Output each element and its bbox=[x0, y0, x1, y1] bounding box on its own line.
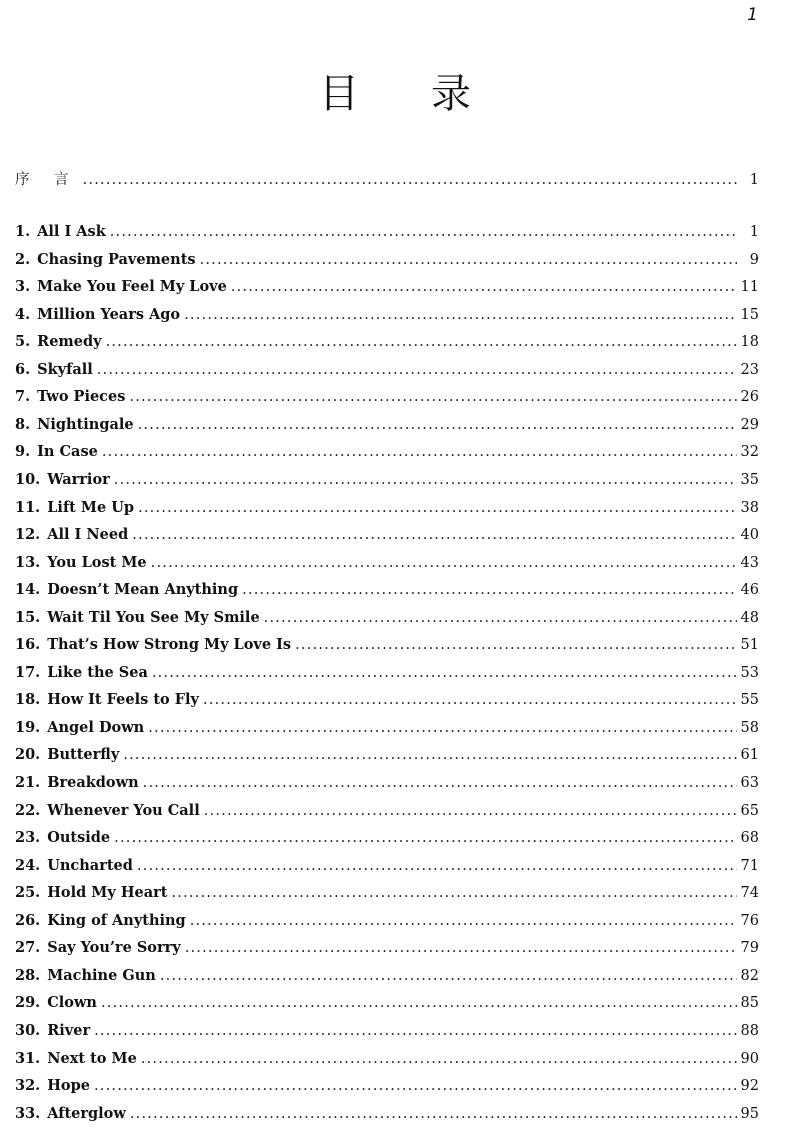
toc-dot-leader bbox=[106, 334, 737, 350]
toc-entry-page: 74 bbox=[740, 885, 759, 902]
toc-entry-title: In Case bbox=[37, 443, 98, 461]
toc-entry[interactable] bbox=[15, 333, 759, 355]
toc-dot-leader bbox=[160, 968, 737, 984]
toc-entry-page: 58 bbox=[740, 719, 759, 736]
toc-entry-number: 25. bbox=[15, 884, 41, 902]
toc-entry-title: All I Need bbox=[47, 526, 129, 544]
toc-entry-number: 4. bbox=[15, 305, 31, 323]
toc-entry-number: 13. bbox=[15, 553, 41, 571]
toc-entry-page: 85 bbox=[740, 995, 759, 1012]
toc-entry-number: 3. bbox=[15, 278, 31, 296]
toc-entry-title: Doesn’t Mean Anything bbox=[47, 581, 239, 599]
toc-entry-page: 92 bbox=[740, 1078, 759, 1095]
toc-entry[interactable] bbox=[15, 306, 759, 328]
toc-entry-title: King of Anything bbox=[47, 911, 186, 929]
toc-entry[interactable] bbox=[15, 1022, 759, 1044]
toc-entry-title: Breakdown bbox=[47, 774, 139, 791]
toc-entry-number: 33. bbox=[15, 1104, 41, 1122]
toc-entry-number: 28. bbox=[15, 966, 41, 984]
toc-entry-page: 63 bbox=[740, 775, 759, 791]
toc-entry-number: 31. bbox=[15, 1049, 41, 1067]
toc-dot-leader bbox=[97, 362, 737, 378]
toc-entry[interactable] bbox=[15, 361, 759, 383]
toc-entry-title: Make You Feel My Love bbox=[37, 278, 227, 296]
toc-dot-leader bbox=[130, 1106, 737, 1122]
toc-entry-page: 11 bbox=[740, 279, 759, 296]
toc-entry-number: 17. bbox=[15, 663, 41, 681]
toc-entry-page: 32 bbox=[740, 444, 759, 461]
toc-entry-title: Million Years Ago bbox=[37, 305, 181, 323]
toc-entry-title: Chasing Pavements bbox=[37, 250, 196, 268]
toc-entry-title: All I Ask bbox=[37, 223, 106, 240]
toc-dot-leader bbox=[204, 803, 737, 819]
toc-entry[interactable] bbox=[15, 664, 759, 686]
toc-entry-number: 2. bbox=[15, 250, 31, 268]
toc-entry-page: 43 bbox=[740, 554, 759, 571]
toc-entry[interactable] bbox=[15, 774, 759, 796]
toc-entry[interactable] bbox=[15, 746, 759, 768]
toc-entry-title: Nightingale bbox=[37, 415, 134, 433]
toc-entry-number: 1. bbox=[15, 223, 31, 240]
toc-entry[interactable] bbox=[15, 443, 759, 465]
toc-entry[interactable] bbox=[15, 1050, 759, 1072]
toc-entry-number: 16. bbox=[15, 636, 41, 654]
toc-entry-number: 24. bbox=[15, 856, 41, 874]
toc-entry[interactable] bbox=[15, 939, 759, 961]
toc-entry-number: 5. bbox=[15, 333, 31, 351]
toc-dot-leader bbox=[110, 224, 737, 240]
toc-entry-page: 55 bbox=[740, 692, 759, 709]
toc-entry-number: 23. bbox=[15, 829, 41, 847]
toc-entry-title: Like the Sea bbox=[47, 663, 148, 681]
toc-entry[interactable] bbox=[15, 994, 759, 1016]
toc-entry-page: 68 bbox=[740, 830, 759, 847]
toc-entry-page: 23 bbox=[740, 361, 759, 378]
toc-entry-number: 6. bbox=[15, 360, 31, 378]
toc-entry-title: Machine Gun bbox=[47, 966, 156, 984]
toc-entry[interactable] bbox=[15, 526, 759, 548]
toc-entry[interactable] bbox=[15, 857, 759, 879]
toc-dot-leader bbox=[184, 307, 736, 323]
toc-entry-number: 19. bbox=[15, 718, 41, 736]
page-title: 目录 bbox=[319, 71, 543, 117]
toc-entry-title: Say You’re Sorry bbox=[47, 939, 181, 957]
toc-dot-leader bbox=[203, 692, 737, 708]
toc-entry-number: 30. bbox=[15, 1021, 41, 1039]
toc-entry-page: 76 bbox=[740, 912, 759, 929]
toc-dot-leader bbox=[143, 775, 737, 791]
toc-dot-leader bbox=[148, 720, 736, 736]
toc-entry-page: 79 bbox=[740, 940, 759, 957]
toc-entry-title: Wait Til You See My Smile bbox=[47, 608, 260, 626]
toc-dot-leader bbox=[190, 913, 737, 929]
toc-entry-page: 82 bbox=[740, 967, 759, 984]
toc-dot-leader bbox=[152, 665, 737, 681]
toc-entry-number: 12. bbox=[15, 526, 41, 544]
toc-entry-page: 95 bbox=[740, 1105, 759, 1122]
toc-dot-leader bbox=[123, 747, 736, 763]
toc-entry-number: 29. bbox=[15, 994, 41, 1012]
toc-dot-leader bbox=[151, 555, 737, 571]
toc-entry-number: 21. bbox=[15, 774, 41, 791]
toc-entry-number: 8. bbox=[15, 415, 31, 433]
toc-entry[interactable] bbox=[15, 554, 759, 576]
toc-entry[interactable] bbox=[15, 609, 759, 631]
toc-entry-title: Clown bbox=[47, 994, 97, 1012]
toc-preface-label: 序 言 bbox=[15, 172, 79, 188]
toc-entry[interactable] bbox=[15, 691, 759, 713]
toc-entry-page: 65 bbox=[740, 802, 759, 819]
toc-entry[interactable] bbox=[15, 1077, 759, 1099]
toc-dot-leader bbox=[129, 389, 736, 405]
toc-entry-number: 7. bbox=[15, 388, 31, 406]
toc-entry-page: 71 bbox=[740, 857, 759, 874]
toc-entry-page: 61 bbox=[740, 747, 759, 764]
toc-entry-number: 11. bbox=[15, 498, 41, 516]
toc-entry-page: 40 bbox=[740, 527, 759, 544]
toc-dot-leader bbox=[295, 637, 736, 653]
toc-dot-leader bbox=[114, 472, 737, 488]
toc-entry-title: Outside bbox=[47, 829, 111, 847]
toc-entry[interactable] bbox=[15, 388, 759, 410]
toc-entry-title: How It Feels to Fly bbox=[47, 691, 199, 709]
toc-entry[interactable] bbox=[15, 499, 759, 521]
toc-entry[interactable] bbox=[15, 416, 759, 438]
toc-entry-page: 9 bbox=[749, 251, 759, 268]
toc-dot-leader bbox=[231, 279, 737, 295]
toc-dot-leader bbox=[141, 1051, 737, 1067]
toc-entry-title: You Lost Me bbox=[47, 553, 147, 571]
toc-entry-title: Hold My Heart bbox=[47, 884, 168, 902]
toc-dot-leader bbox=[94, 1078, 737, 1094]
toc-entry-page: 53 bbox=[740, 664, 759, 681]
toc-entry-page: 29 bbox=[740, 416, 759, 433]
toc-entry-number: 20. bbox=[15, 746, 41, 764]
toc-entry-number: 9. bbox=[15, 443, 31, 461]
toc-entry-number: 14. bbox=[15, 581, 41, 599]
toc-dot-leader bbox=[264, 610, 737, 626]
toc-entry-title: River bbox=[47, 1021, 91, 1039]
toc-entry-page: 90 bbox=[740, 1050, 759, 1067]
toc-entry-title: Butterfly bbox=[47, 746, 120, 764]
toc-entry-title: Two Pieces bbox=[37, 388, 126, 406]
toc-entry-page: 1 bbox=[749, 224, 759, 240]
toc-entry-title: Afterglow bbox=[47, 1104, 126, 1122]
toc-entry[interactable] bbox=[15, 278, 759, 300]
toc-entry-title: Warrior bbox=[47, 470, 110, 488]
toc-entry-page: 51 bbox=[740, 637, 759, 654]
toc-entry[interactable] bbox=[15, 471, 759, 493]
page-number: 1 bbox=[747, 5, 758, 25]
toc-entry-title: Next to Me bbox=[47, 1049, 137, 1067]
toc-entry[interactable] bbox=[15, 1105, 759, 1127]
toc-dot-leader bbox=[138, 417, 737, 433]
toc-entry-title: Whenever You Call bbox=[47, 801, 200, 819]
toc-preface-page: 1 bbox=[749, 172, 759, 188]
toc-entry-number: 10. bbox=[15, 470, 41, 488]
toc-entry-number: 22. bbox=[15, 801, 41, 819]
toc-dot-leader bbox=[200, 252, 737, 268]
toc-entry-title: Angel Down bbox=[47, 718, 145, 736]
toc-entry-title: Lift Me Up bbox=[47, 498, 135, 516]
toc-entry-page: 38 bbox=[740, 499, 759, 516]
toc-dot-leader bbox=[94, 1023, 736, 1039]
toc-entry-page: 35 bbox=[740, 471, 759, 488]
toc-dot-leader bbox=[83, 172, 737, 188]
toc-entry[interactable] bbox=[15, 967, 759, 989]
toc-entry-number: 27. bbox=[15, 939, 41, 957]
toc-entry[interactable] bbox=[15, 636, 759, 658]
toc-dot-leader bbox=[185, 940, 737, 956]
toc-entry[interactable] bbox=[15, 829, 759, 851]
toc-entry-page: 26 bbox=[740, 389, 759, 406]
toc-entry-page: 15 bbox=[740, 306, 759, 323]
toc-entry-title: Skyfall bbox=[37, 360, 93, 378]
toc-dot-leader bbox=[242, 582, 736, 598]
toc-dot-leader bbox=[132, 527, 736, 543]
toc-entry-title: Hope bbox=[47, 1077, 90, 1095]
toc-entry[interactable] bbox=[15, 251, 759, 273]
toc-entry-number: 15. bbox=[15, 608, 41, 626]
toc-entry-title: Uncharted bbox=[47, 856, 133, 874]
toc-entry[interactable] bbox=[15, 802, 759, 824]
toc-entry-page: 18 bbox=[740, 334, 759, 351]
toc-dot-leader bbox=[138, 500, 737, 516]
toc-dot-leader bbox=[101, 995, 737, 1011]
toc-preface-row[interactable] bbox=[15, 168, 759, 190]
toc-entry-number: 18. bbox=[15, 691, 41, 709]
toc-entry-page: 46 bbox=[740, 582, 759, 599]
toc-entry-page: 88 bbox=[740, 1022, 759, 1039]
toc-entry[interactable] bbox=[15, 581, 759, 603]
toc-entry-number: 32. bbox=[15, 1077, 41, 1095]
toc-entry[interactable] bbox=[15, 719, 759, 741]
toc-dot-leader bbox=[171, 885, 736, 901]
toc-entry[interactable] bbox=[15, 884, 759, 906]
toc-entry[interactable] bbox=[15, 912, 759, 934]
toc-entry[interactable] bbox=[15, 223, 759, 245]
toc-dot-leader bbox=[137, 858, 737, 874]
toc-entry-number: 26. bbox=[15, 911, 41, 929]
toc-dot-leader bbox=[102, 444, 737, 460]
toc-entry-page: 48 bbox=[740, 609, 759, 626]
toc-entry-title: That’s How Strong My Love Is bbox=[47, 636, 292, 654]
toc-entry-title: Remedy bbox=[37, 333, 102, 351]
toc-dot-leader bbox=[114, 830, 736, 846]
